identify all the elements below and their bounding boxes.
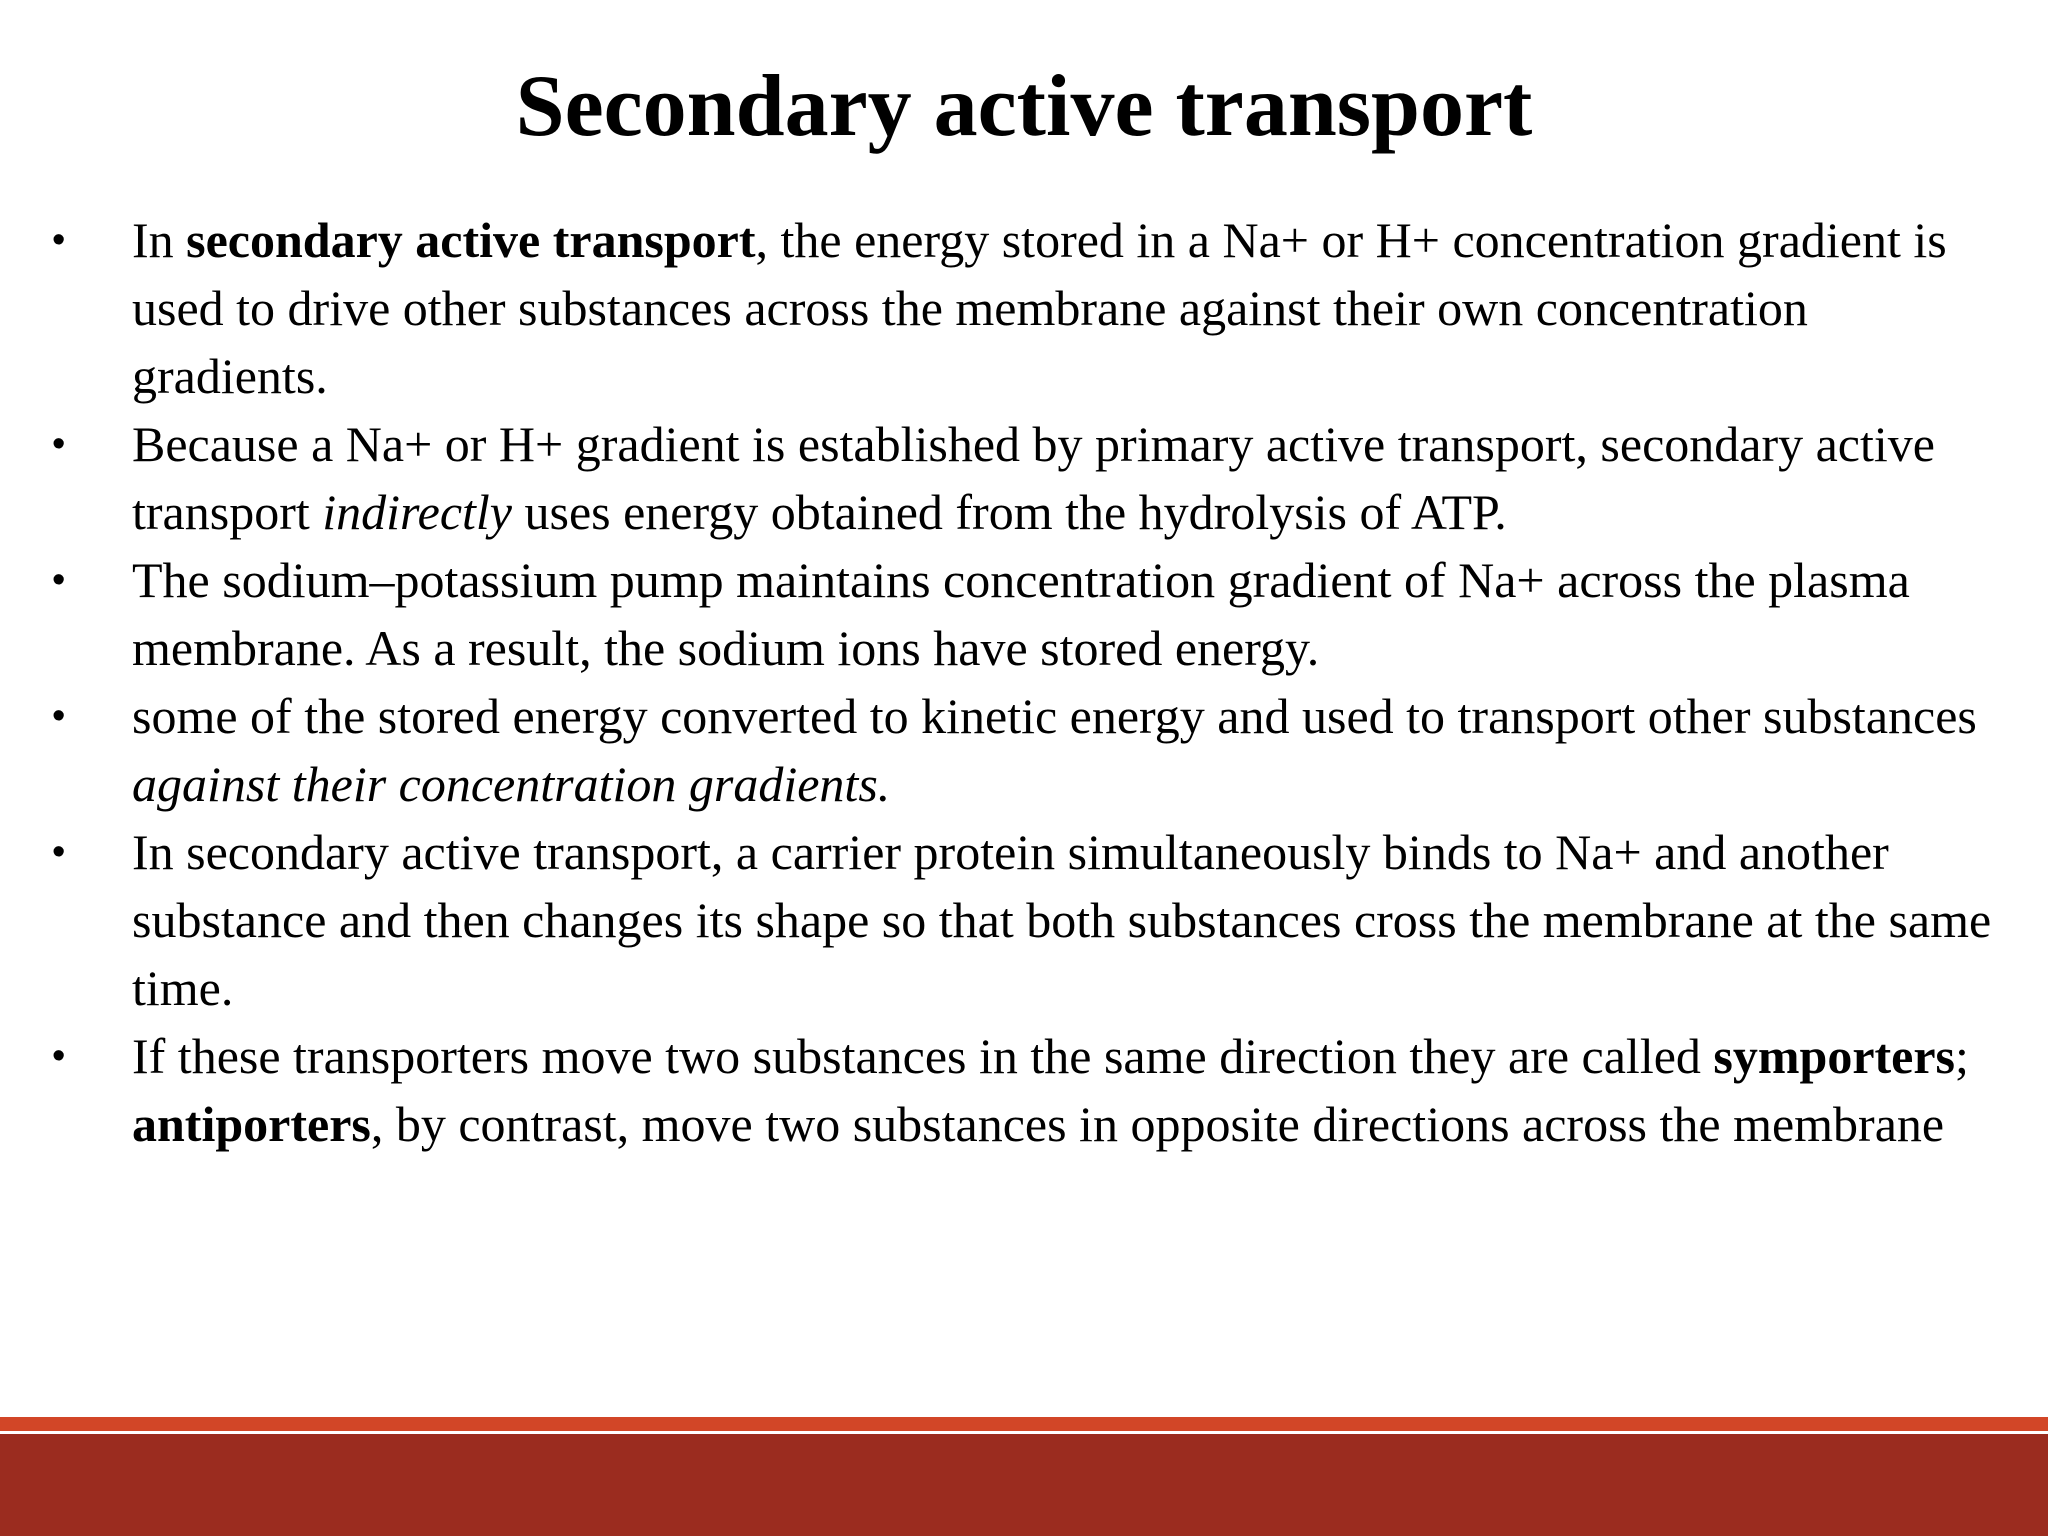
bullet-text-segment: In	[132, 212, 187, 268]
bullet-text-segment: The sodium–potassium pump maintains concentration gradient of Na+ across the plasma membrane. As a result, the sodium ions have stored energy.	[132, 552, 1910, 676]
bullet-text-segment: If these transporters move two substances in the same direction they are called	[132, 1028, 1714, 1084]
bullet-item	[50, 682, 2010, 818]
bullet-text-segment: In secondary active transport, a carrier protein simultaneously binds to Na+ and another substance and then changes its shape so that both substances cross the membrane at the same time.	[132, 824, 1992, 1016]
bullet-text-segment: Because a Na+ or H+ gradient is established by primary active transport, secondary active transport	[132, 416, 1935, 540]
bullet-text-segment: secondary active transport	[186, 212, 756, 268]
bullet-text-segment: some of the stored energy converted to kinetic energy and used to transport other substances	[132, 688, 1977, 744]
bullet-item	[50, 206, 2010, 410]
bullet-text-segment: antiporters	[132, 1096, 371, 1152]
bullet-dot-icon: •	[52, 1035, 66, 1077]
bullet-item	[50, 546, 2010, 682]
bullet-dot-icon: •	[52, 423, 66, 465]
slide-title: Secondary active transport	[515, 58, 1533, 155]
bullet-text-segment: symporters	[1713, 1028, 1956, 1084]
bullet-list	[50, 206, 2010, 1158]
bullet-dot-icon: •	[52, 219, 66, 261]
bullet-text-segment: uses energy obtained from the hydrolysis of ATP.	[511, 484, 1507, 540]
footer-accent-bar	[0, 1434, 2048, 1536]
bullet-item	[50, 818, 2010, 1022]
bullet-text-segment: ;	[1955, 1028, 1969, 1084]
bullet-item	[50, 410, 2010, 546]
footer-accent-line	[0, 1417, 2048, 1431]
bullet-dot-icon: •	[52, 559, 66, 601]
bullet-dot-icon: •	[52, 695, 66, 737]
bullet-dot-icon: •	[52, 831, 66, 873]
bullet-item	[50, 1022, 2010, 1158]
bullet-text-segment: indirectly	[322, 484, 512, 540]
bullet-text-segment: against their concentration gradients.	[132, 756, 891, 812]
bullet-text-segment: , by contrast, move two substances in opposite directions across the membrane	[370, 1096, 1945, 1152]
bullet-text-segment: , the energy stored in a Na+ or H+ concentration gradient is used to drive other substances across the membrane against their own concentration gradients.	[132, 212, 1947, 404]
